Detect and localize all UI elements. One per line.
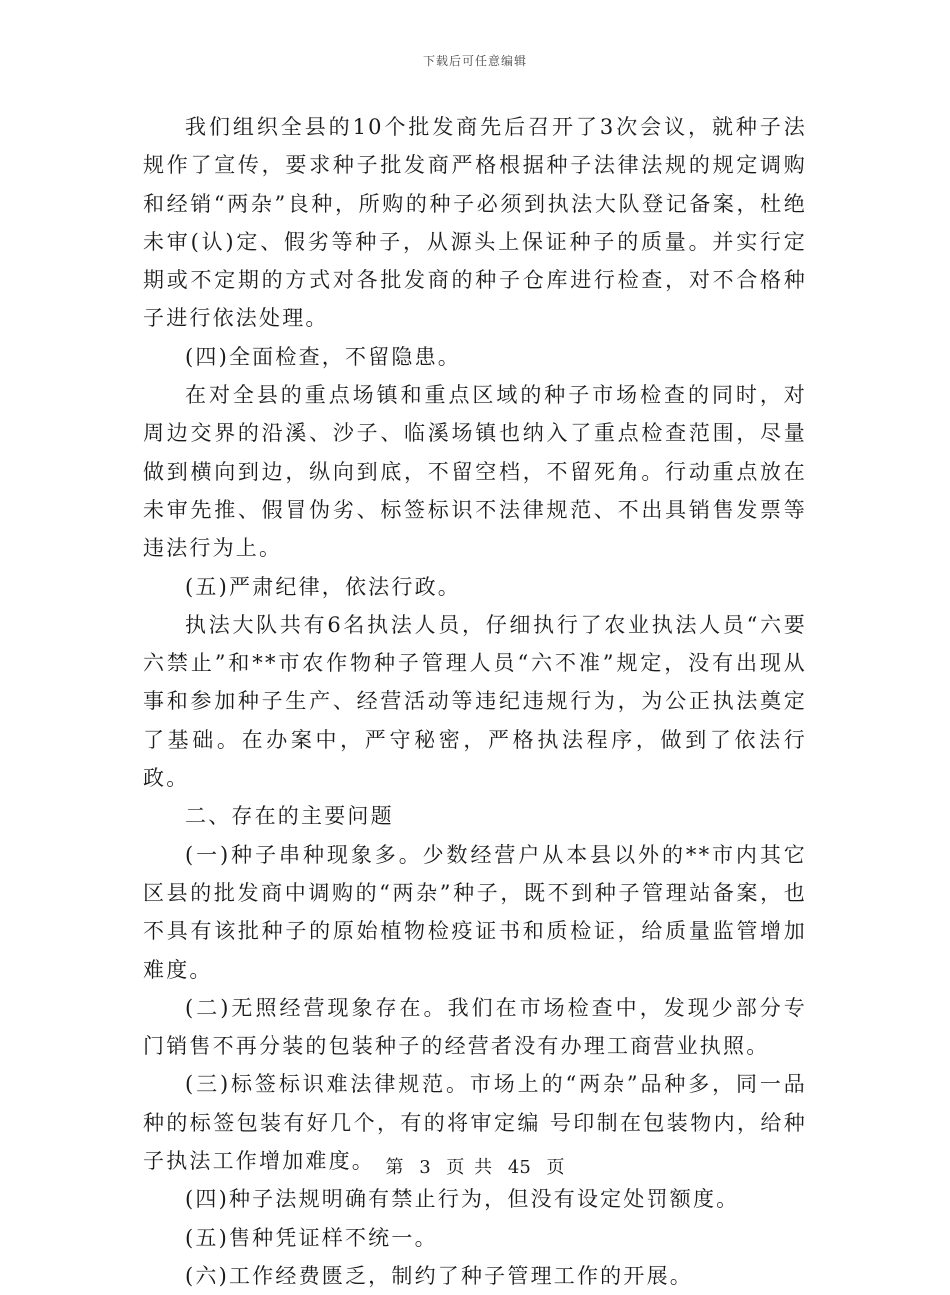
problem-item-3: (三)标签标识难法律规范。市场上的“两杂”品种多，同一品种的标签包装有好几个，有的将审定编 号印制在包装物内，给种子执法工作增加难度。 [143,1072,807,1174]
document-body [143,108,807,1295]
problem-item-6: (六)工作经费匮乏，制约了种子管理工作的开展。 [185,1263,693,1288]
footer-prefix: 第 [385,1157,404,1178]
page-number-footer [0,1153,950,1179]
footer-current-page: 3 [419,1157,431,1178]
paragraph-enforcement-team: 执法大队共有6名执法人员，仔细执行了农业执法人员“六要六禁止”和**市农作物种子管理人员“六不准”规定，没有出现从事和参加种子生产、经营活动等违纪违规行为，为公正执法奠定了基础。在办案中，严守秘密，严格执法程序，做到了依法行政。 [143,612,807,791]
problem-item-4: (四)种子法规明确有禁止行为，但没有设定处罚额度。 [185,1187,740,1212]
footer-total-pages: 45 [507,1157,531,1178]
problem-item-2: (二)无照经营现象存在。我们在市场检查中，发现少部分专门销售不再分装的包装种子的经营者没有办理工商营业执照。 [143,995,807,1059]
section-heading-main-problems: 二、存在的主要问题 [185,804,394,829]
heading-strict-discipline: (五)严肃纪律，依法行政。 [185,574,461,599]
paragraph-wholesaler-meetings: 我们组织全县的10个批发商先后召开了3次会议，就种子法规作了宣传，要求种子批发商严格根据种子法律法规的规定调购和经销“两杂”良种，所购的种子必须到执法大队登记备案，杜绝未审(认)定、假劣等种子，从源头上保证种子的质量。并实行定期或不定期的方式对各批发商的种子仓库进行检查，对不合格种子进行依法处理。 [143,115,807,331]
paragraph-market-inspection: 在对全县的重点场镇和重点区域的种子市场检查的同时，对周边交界的沿溪、沙子、临溪场镇也纳入了重点检查范围，尽量做到横向到边，纵向到底，不留空档，不留死角。行动重点放在未审先推、假冒伪劣、标签标识不法律规范、不出具销售发票等违法行为上。 [143,383,807,561]
problem-item-5: (五)售种凭证样不统一。 [185,1225,438,1250]
problem-item-1: (一)种子串种现象多。少数经营户从本县以外的**市内其它区县的批发商中调购的“两杂”种子，既不到种子管理站备案，也不具有该批种子的原始植物检疫证书和质检证，给质量监管增加难度。 [143,842,807,982]
footer-middle: 页 共 [446,1157,493,1178]
page-header-note: 下载后可任意编辑 [422,54,527,68]
footer-suffix: 页 [546,1157,565,1178]
heading-comprehensive-inspection: (四)全面检查，不留隐患。 [185,344,461,369]
